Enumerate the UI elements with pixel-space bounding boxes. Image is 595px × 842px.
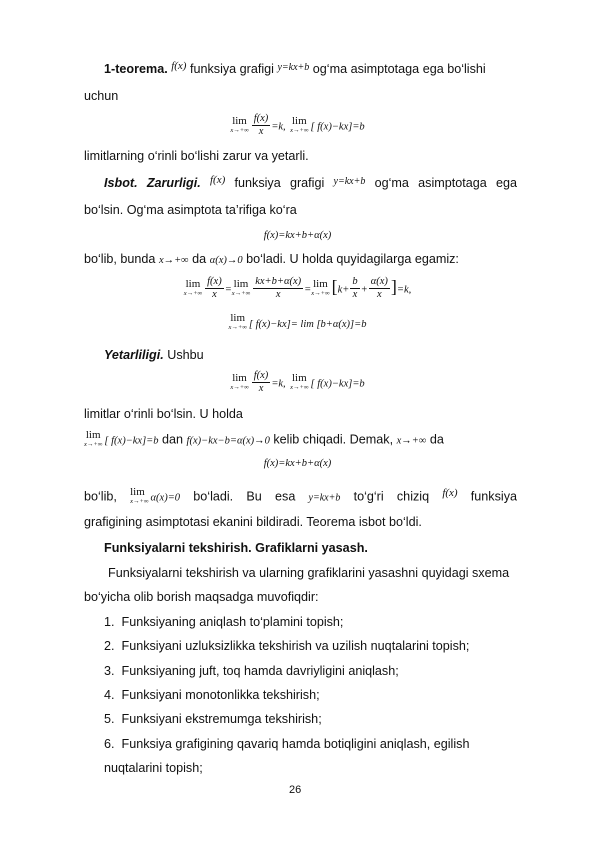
list-item: 4. Funksiyani monotonlikka tekshirish; — [104, 688, 320, 702]
limit-chain-formula-2: lim x→+∞ [ f(x)−kx]= lim [b+α(x)]=b — [228, 312, 367, 331]
section-intro: bo‘yicha olib borish maqsadga muvofiqdir: — [84, 590, 319, 604]
list-item: 1. Funksiyaning aniqlash to‘plamini topish; — [104, 615, 344, 629]
limit-operator: lim x→+∞ — [290, 114, 309, 134]
sufficiency-text: limitlar o‘rinli bo‘lsin. U holda — [84, 407, 243, 421]
necessity-text: bo‘lib, bunda x→+∞ da α(x)→0 bo‘ladi. U holda quyidagilarga egamiz: — [84, 252, 459, 266]
section-intro: Funksiyalarni tekshirish va ularning grafiklarini yasashni quyidagi sxema — [108, 566, 510, 580]
theorem-text: uchun — [84, 89, 119, 103]
theorem-text: funksiya grafigi — [189, 62, 274, 76]
list-item: 6. Funksiya grafigining qavariq hamda botiqligini aniqlash, egilish — [104, 737, 470, 751]
sufficiency-title: Yetarliligi. — [104, 348, 164, 362]
sufficiency-text: lim x→+∞ [ f(x)−kx]=b dan f(x)−kx−b=α(x)→0 kelib chiqadi. Demak, x→+∞ da — [84, 429, 444, 448]
list-item: 2. Funksiyani uzluksizlikka tekshirish va uzilish nuqtalarini topish; — [104, 639, 470, 653]
limits-formula: lim x→+∞ $\frac{f(x)}{x}$ =k, lim x→+∞ [ f(x)−kx]=b — [230, 113, 365, 137]
fraction: $\frac{f(x)}{x}$ — [253, 113, 269, 137]
sufficiency-text: bo‘lib, lim x→+∞ α(x)=0 bo‘ladi. Bu esa y=kx+b to‘g‘ri chiziq f(x) funksiya — [84, 486, 517, 505]
necessity-line: Isbot. Zarurligi. f(x) funksiya grafigi $^{y=kx+b}$ og‘ma asimptotaga ega — [104, 174, 518, 190]
asymptote-formula: f(x)=kx+b+α(x) — [263, 458, 332, 469]
sufficiency-text: grafigining asimptotasi ekanini bildiradi. Teorema isbot bo‘ldi. — [84, 515, 422, 529]
limit-operator: lim x→+∞ — [230, 114, 249, 134]
theorem-title: 1-teorema. — [104, 62, 168, 76]
sufficiency-line: Yetarliligi. Ushbu — [104, 348, 204, 362]
list-item-continuation: nuqtalarini topish; — [104, 761, 203, 775]
limits-formula: lim x→+∞ $\frac{f(x)}{x}$ =k, lim x→+∞ [ f(x)−kx]=b — [230, 370, 365, 394]
limit-chain-formula: lim x→+∞ $\frac{f(x)}{x}$ = lim x→+∞ $\frac{kx+b+\alpha(x)}{x}$ = lim x→+∞ [k+ $\frac{b}{x}$ + $\frac{\alpha(x)}{x}$ ]=k, — [183, 276, 412, 300]
section-heading: Funksiyalarni tekshirish. Grafiklarni yasash. — [104, 541, 368, 555]
theorem-text: limitlarning o‘rinli bo‘lishi zarur va yetarli. — [84, 149, 309, 163]
page-number: 26 — [289, 784, 302, 796]
list-item: 5. Funksiyani ekstremumga tekshirish; — [104, 712, 322, 726]
theorem-line — [104, 62, 486, 78]
theorem-text: og‘ma asimptotaga ega bo‘lishi — [312, 62, 486, 76]
necessity-title: Isbot. Zarurligi. — [104, 176, 201, 190]
necessity-text: bo‘lsin. Og‘ma asimptota ta’rifiga ko‘ra — [84, 203, 297, 217]
fx-symbol: f(x) — [171, 60, 187, 72]
line-equation: y=kx+b — [277, 62, 310, 73]
list-item: 3. Funksiyaning juft, toq hamda davriyligini aniqlash; — [104, 664, 399, 678]
asymptote-formula: f(x)=kx+b+α(x) — [263, 230, 332, 241]
